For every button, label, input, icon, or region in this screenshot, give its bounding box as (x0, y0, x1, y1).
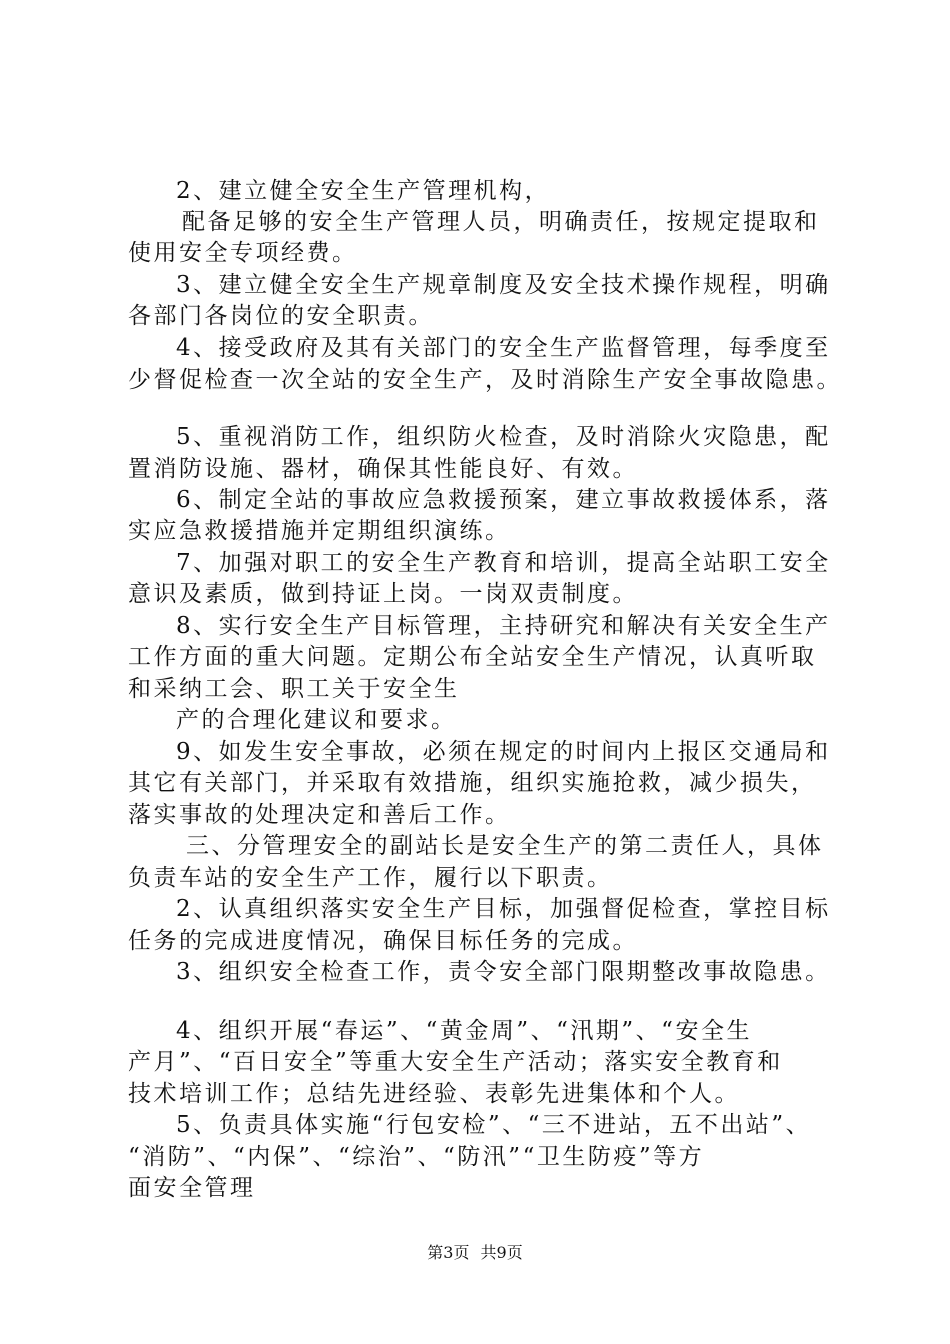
text-line: 使用安全专项经费。 (128, 240, 358, 266)
text-line: 各部门各岗位的安全职责。 (128, 303, 434, 329)
page-total: 共9页 (480, 1243, 523, 1262)
text-line: 5、重视消防工作，组织防火检查，及时消除火灾隐患，配 (176, 424, 831, 450)
page-number: 第3页 (427, 1243, 470, 1262)
text-line: 产月”、“百日安全”等重大安全生产活动；落实安全教育和 (128, 1049, 783, 1075)
text-line: 其它有关部门，并采取有效措施，组织实施抢救，减少损失， (128, 770, 817, 796)
text-line: 6、制定全站的事故应急救援预案，建立事故救援体系，落 (176, 487, 831, 513)
text-line: 7、加强对职工的安全生产教育和培训，提高全站职工安全 (176, 550, 831, 576)
text-line: 意识及素质，做到持证上岗。一岗双责制度。 (128, 581, 638, 607)
text-line: 5、负责具体实施“行包安检”、“三不进站，五不出站”、 (176, 1112, 812, 1138)
text-line: 配备足够的安全生产管理人员，明确责任，按规定提取和 (182, 209, 820, 235)
text-line: 9、如发生安全事故，必须在规定的时间内上报区交通局和 (176, 739, 831, 765)
text-line: 三、分管理安全的副站长是安全生产的第二责任人，具体 (186, 833, 824, 859)
text-line: “消防”、“内保”、“综治”、“防汛”“卫生防疫”等方 (128, 1144, 705, 1170)
text-line: 产的合理化建议和要求。 (176, 707, 457, 733)
text-line: 2、建立健全安全生产管理机构， (176, 178, 551, 204)
page-footer (0, 1242, 950, 1264)
text-line: 和采纳工会、职工关于安全生 (128, 676, 460, 702)
text-line: 任务的完成进度情况，确保目标任务的完成。 (128, 928, 638, 954)
text-line: 面安全管理 (128, 1175, 256, 1201)
text-line: 技术培训工作；总结先进经验、表彰先进集体和个人。 (128, 1081, 740, 1107)
text-line: 8、实行安全生产目标管理，主持研究和解决有关安全生产 (176, 613, 831, 639)
text-line: 4、组织开展“春运”、“黄金周”、“汛期”、“安全生 (176, 1018, 752, 1044)
text-line: 置消防设施、器材，确保其性能良好、有效。 (128, 456, 638, 482)
text-line: 落实事故的处理决定和善后工作。 (128, 802, 511, 828)
text-line: 实应急救援措施并定期组织演练。 (128, 518, 511, 544)
text-line: 3、组织安全检查工作，责令安全部门限期整改事故隐患。 (176, 959, 831, 985)
text-line: 2、认真组织落实安全生产目标，加强督促检查，掌控目标 (176, 896, 831, 922)
text-line: 负责车站的安全生产工作，履行以下职责。 (128, 865, 613, 891)
text-line: 4、接受政府及其有关部门的安全生产监督管理，每季度至 (176, 335, 831, 361)
text-line: 少督促检查一次全站的安全生产，及时消除生产安全事故隐患。 (128, 367, 842, 393)
text-line: 工作方面的重大问题。定期公布全站安全生产情况，认真听取 (128, 644, 817, 670)
text-line: 3、建立健全安全生产规章制度及安全技术操作规程，明确 (176, 272, 831, 298)
